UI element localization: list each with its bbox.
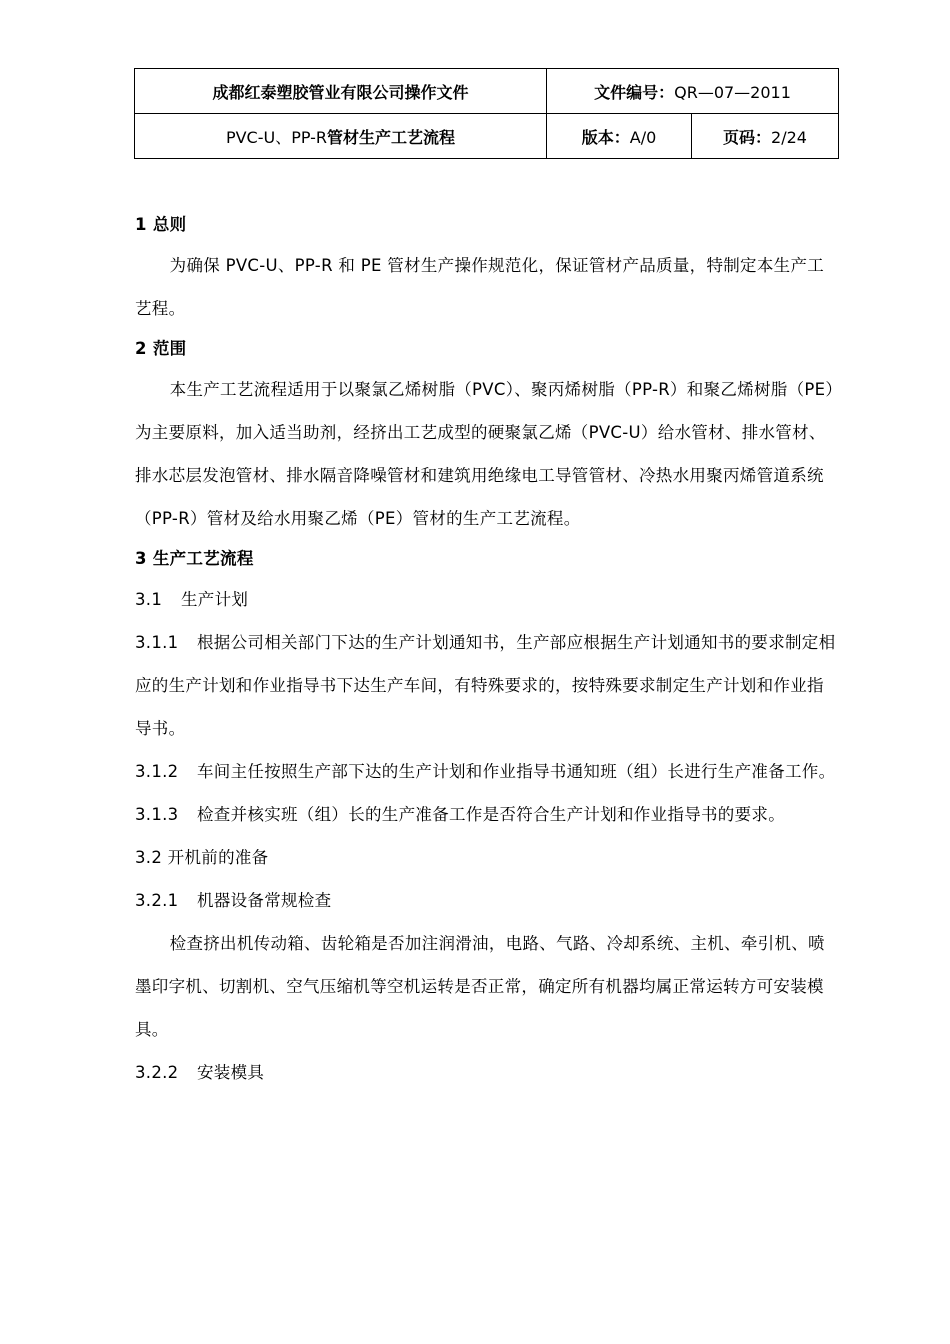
- section-3-1-2-number: 3.1.2: [135, 762, 179, 781]
- section-3-heading: 3 生产工艺流程: [135, 549, 254, 568]
- page-value: 2/24: [771, 127, 807, 147]
- section-3-1-1-text: 根据公司相关部门下达的生产计划通知书，生产部应根据生产计划通知书的要求制定相应的生产计划和作业指导书下达生产车间，有特殊要求的，按特殊要求制定生产计划和作业指导书。: [135, 633, 836, 738]
- doc-number-label: 文件编号：: [594, 82, 675, 102]
- version-value: A/0: [629, 127, 657, 147]
- section-3-2-2-heading: [135, 1051, 838, 1094]
- doc-number-cell: [547, 69, 839, 114]
- section-3-2-2-title: 安装模具: [197, 1063, 265, 1082]
- section-3-1-3-number: 3.1.3: [135, 805, 179, 824]
- section-3-1-1-paragraph: [135, 621, 838, 750]
- document-header-table: [134, 68, 839, 159]
- page-label: 页码：: [723, 127, 772, 147]
- process-title-suffix: 管材生产工艺流程: [327, 127, 456, 147]
- section-3-1-3-text: 检查并核实班（组）长的生产准备工作是否符合生产计划和作业指导书的要求。: [197, 805, 785, 824]
- section-3-1-number: 3.1: [135, 590, 163, 609]
- section-2-paragraph: 本生产工艺流程适用于以聚氯乙烯树脂（PVC）、聚丙烯树脂（PP-R）和聚乙烯树脂（PE）为主要原料，加入适当助剂，经挤出工艺成型的硬聚氯乙烯（PVC-U）给水管材、排水管材、排水芯层发泡管材、排水隔音降噪管材和建筑用绝缘电工导管管材、冷热水用聚丙烯管道系统（PP-R）管材及给水用聚乙烯（PE）管材的生产工艺流程。: [135, 380, 834, 528]
- section-3-1-2-paragraph: [135, 750, 838, 793]
- section-3-2-1-paragraph: 检查挤出机传动箱、齿轮箱是否加注润滑油，电路、气路、冷却系统、主机、牵引机、喷墨印字机、切割机、空气压缩机等空机运转是否正常，确定所有机器均属正常运转方可安装模具。: [135, 934, 825, 1039]
- document-body: [135, 206, 838, 1094]
- section-2-heading: 2 范围: [135, 339, 187, 358]
- section-3-2-1-title: 机器设备常规检查: [197, 891, 332, 910]
- section-3-1-3-paragraph: [135, 793, 838, 836]
- section-3-2-1-heading: [135, 879, 838, 922]
- process-title-cell: [135, 114, 547, 159]
- version-label: 版本：: [581, 127, 630, 147]
- process-title-prefix: PVC-U、PP-R: [225, 127, 328, 147]
- section-3-1-title: 生产计划: [181, 590, 249, 609]
- section-3-1-heading: [135, 578, 838, 621]
- section-1-paragraph: 为确保 PVC-U、PP-R 和 PE 管材生产操作规范化，保证管材产品质量，特制定本生产工艺程。: [135, 256, 825, 318]
- company-title: 成都红泰塑胶管业有限公司操作文件: [135, 69, 547, 114]
- section-3-2-1-number: 3.2.1: [135, 891, 179, 910]
- page-cell: [692, 114, 839, 159]
- doc-number-value: QR—07—2011: [674, 82, 791, 102]
- section-3-1-2-text: 车间主任按照生产部下达的生产计划和作业指导书通知班（组）长进行生产准备工作。: [197, 762, 836, 781]
- section-3-1-1-number: 3.1.1: [135, 633, 179, 652]
- section-3-2-2-number: 3.2.2: [135, 1063, 179, 1082]
- version-cell: [547, 114, 692, 159]
- section-3-2-heading: 3.2 开机前的准备: [135, 848, 269, 867]
- section-1-heading: 1 总则: [135, 215, 187, 234]
